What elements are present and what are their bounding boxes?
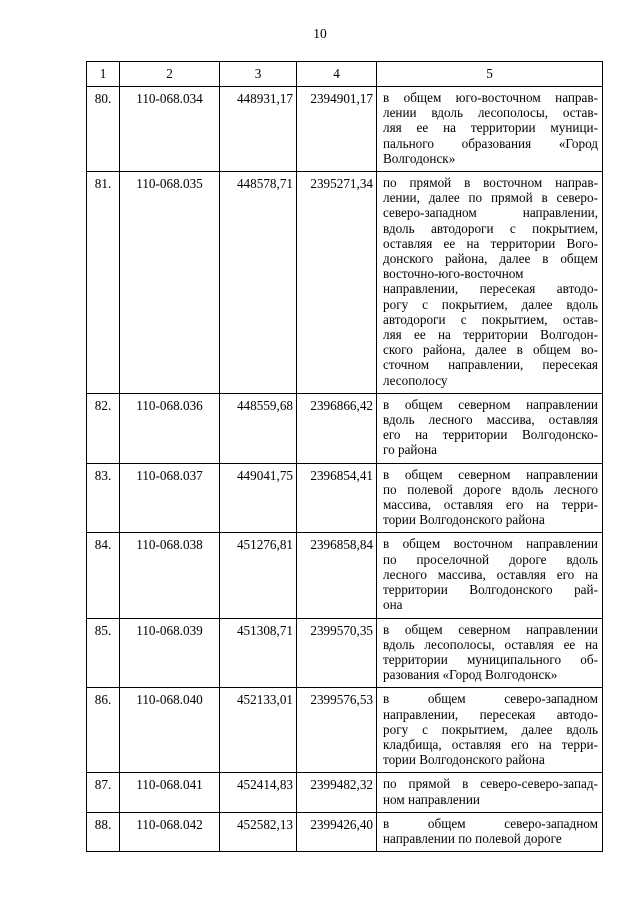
description-line: тории Волгодонского района	[383, 512, 545, 528]
point-id: 110-068.039	[120, 618, 220, 688]
boundary-points-table	[86, 61, 603, 852]
description-line: в общем юго-восточном направ-	[383, 90, 598, 105]
description-line: вдоль автодороги с покрытием,	[383, 220, 598, 236]
boundary-description	[377, 812, 603, 851]
coord-x: 452414,83	[220, 773, 297, 812]
coord-y: 2395271,34	[297, 172, 377, 394]
row-number: 82.	[87, 393, 120, 463]
table-row	[87, 463, 603, 533]
description-line: лении вдоль лесополосы, остав-	[383, 105, 598, 121]
coord-x: 448578,71	[220, 172, 297, 394]
boundary-description	[377, 87, 603, 172]
point-id: 110-068.041	[120, 773, 220, 812]
description-line: в общем северном направлении	[383, 396, 598, 412]
description-line: лесополосу	[383, 372, 448, 388]
boundary-description	[377, 533, 603, 618]
point-id: 110-068.034	[120, 87, 220, 172]
table-row	[87, 172, 603, 394]
point-id: 110-068.037	[120, 463, 220, 533]
description-line: территории муниципального об-	[383, 651, 598, 667]
row-number: 87.	[87, 773, 120, 812]
coord-x: 448559,68	[220, 393, 297, 463]
coord-y: 2399576,53	[297, 688, 377, 773]
table-row	[87, 533, 603, 618]
row-number: 83.	[87, 463, 120, 533]
description-line: оставляя ее на территории Вого-	[383, 235, 598, 251]
description-line: по проселочной дороге вдоль	[383, 551, 598, 567]
description-line: ном направлении	[383, 791, 480, 807]
description-line: рогу с покрытием, далее вдоль	[383, 721, 598, 737]
description-line: вдоль лесополосы, оставляя ее на	[383, 636, 598, 652]
boundary-description	[377, 172, 603, 394]
description-line: северо-западном направлении,	[383, 205, 598, 221]
description-line: автодороги с покрытием, остав-	[383, 311, 598, 327]
description-line: го района	[383, 442, 437, 458]
description-line: разования «Город Волгодонск»	[383, 667, 558, 683]
description-line: ского района, далее в общем во-	[383, 342, 598, 358]
row-number: 88.	[87, 812, 120, 851]
coord-x: 452133,01	[220, 688, 297, 773]
boundary-description	[377, 688, 603, 773]
header-col-2: 2	[120, 62, 220, 87]
row-number: 86.	[87, 688, 120, 773]
coord-x: 448931,17	[220, 87, 297, 172]
description-line: лении, далее по прямой в северо-	[383, 190, 598, 206]
description-line: массива, оставляя его на терри-	[383, 497, 598, 513]
coord-y: 2396854,41	[297, 463, 377, 533]
description-line: тории Волгодонского района	[383, 752, 545, 768]
table-row	[87, 773, 603, 812]
point-id: 110-068.038	[120, 533, 220, 618]
table-row	[87, 812, 603, 851]
table-row	[87, 618, 603, 688]
coord-y: 2396858,84	[297, 533, 377, 618]
coord-y: 2399426,40	[297, 812, 377, 851]
boundary-description	[377, 618, 603, 688]
coord-y: 2394901,17	[297, 87, 377, 172]
row-number: 81.	[87, 172, 120, 394]
coord-x: 449041,75	[220, 463, 297, 533]
description-line: в общем северном направлении	[383, 621, 598, 637]
table-row	[87, 87, 603, 172]
description-line: кладбища, оставляя его на терри-	[383, 736, 598, 752]
description-line: направлении по полевой дороге	[383, 830, 562, 846]
table-header-row	[87, 62, 603, 87]
row-number: 80.	[87, 87, 120, 172]
description-line: по прямой в северо-северо-запад-	[383, 776, 598, 792]
description-line: вдоль лесного массива, оставляя	[383, 412, 598, 428]
description-line: лесного массива, оставляя его на	[383, 566, 598, 582]
description-line: по полевой дороге вдоль лесного	[383, 481, 598, 497]
description-line: в общем северо-западном	[383, 691, 598, 707]
page-number: 10	[313, 26, 327, 41]
boundary-description	[377, 393, 603, 463]
header-col-1: 1	[87, 62, 120, 87]
coord-x: 451308,71	[220, 618, 297, 688]
coord-y: 2399570,35	[297, 618, 377, 688]
description-line: направлении, пересекая автодо-	[383, 281, 598, 297]
point-id: 110-068.036	[120, 393, 220, 463]
description-line: донского района, далее в общем	[383, 251, 598, 267]
point-id: 110-068.042	[120, 812, 220, 851]
coord-y: 2399482,32	[297, 773, 377, 812]
header-col-3: 3	[220, 62, 297, 87]
boundary-description	[377, 463, 603, 533]
boundary-description	[377, 773, 603, 812]
table-body	[87, 87, 603, 852]
table-row	[87, 393, 603, 463]
description-line: сточном направлении, пересекая	[383, 357, 598, 373]
coord-x: 451276,81	[220, 533, 297, 618]
coord-x: 452582,13	[220, 812, 297, 851]
description-line: рогу с покрытием, далее вдоль	[383, 296, 598, 312]
description-line: в общем северо-западном	[383, 815, 598, 831]
description-line: Волгодонск»	[383, 150, 456, 166]
description-line: ляя ее на территории муници-	[383, 120, 598, 136]
description-line: в общем северном направлении	[383, 466, 598, 482]
description-line: территории Волгодонского рай-	[383, 582, 598, 598]
point-id: 110-068.035	[120, 172, 220, 394]
description-line: пального образования «Город	[383, 135, 598, 151]
description-line: направлении, пересекая автодо-	[383, 706, 598, 722]
header-col-4: 4	[297, 62, 377, 87]
row-number: 84.	[87, 533, 120, 618]
table-row	[87, 688, 603, 773]
description-line: восточно-юго-восточном	[383, 266, 524, 282]
header-col-5: 5	[377, 62, 603, 87]
description-line: его на территории Волгодонско-	[383, 427, 598, 443]
description-line: ляя ее на территории Волгодон-	[383, 327, 598, 343]
coord-y: 2396866,42	[297, 393, 377, 463]
point-id: 110-068.040	[120, 688, 220, 773]
description-line: по прямой в восточном направ-	[383, 175, 598, 191]
row-number: 85.	[87, 618, 120, 688]
description-line: в общем восточном направлении	[383, 536, 598, 552]
description-line: она	[383, 597, 403, 613]
